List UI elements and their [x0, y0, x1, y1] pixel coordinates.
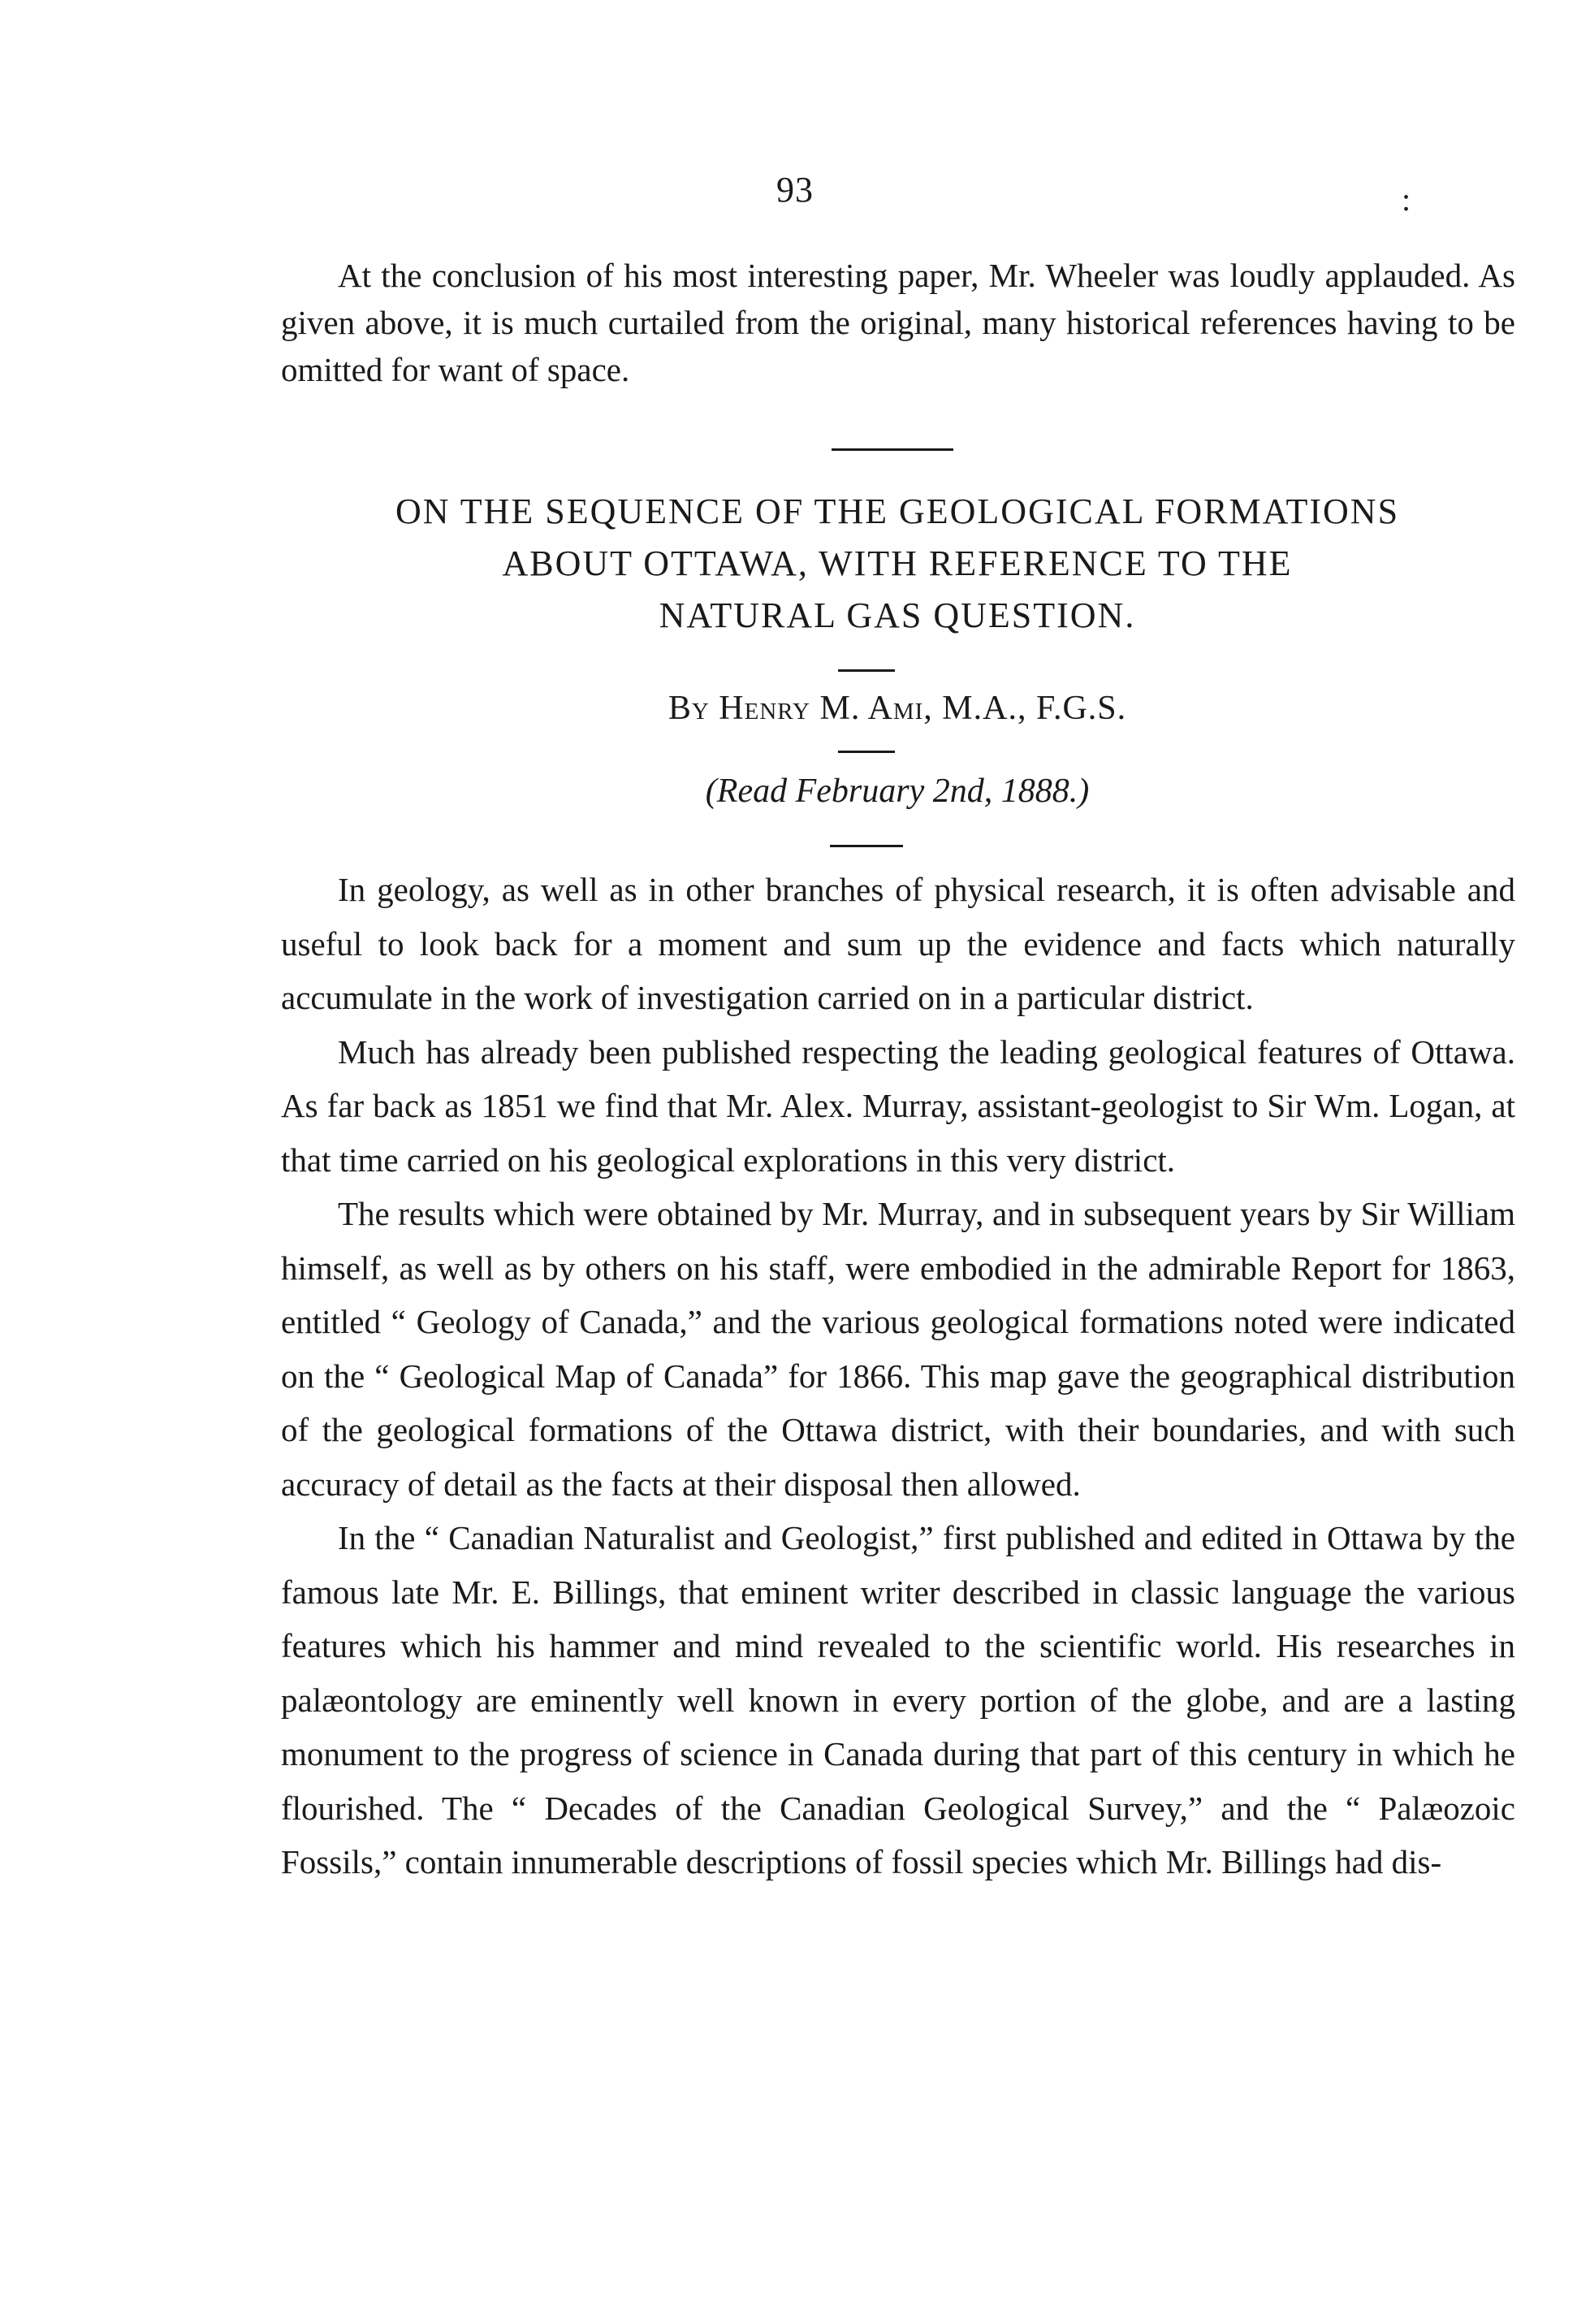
date-divider	[830, 845, 903, 847]
article-title-line-1: ON THE SEQUENCE OF THE GEOLOGICAL FORMATIONS	[395, 491, 1400, 531]
title-divider	[838, 669, 895, 672]
page-mark: :	[1402, 181, 1411, 218]
article-title-line-2: ABOUT OTTAWA, WITH REFERENCE TO THE	[502, 543, 1293, 583]
body-paragraph: In the “ Canadian Naturalist and Geologist,” first published and edited in Ottawa by the famous late Mr. E. Billings, that eminent writer described in classic language the various features which his hammer and mind revealed to the scientific world. His researches in palæontology are eminently well known in every portion of the globe, and are a lasting monument to the progress of science in Canada during that part of this century in which he flourished. The “ Decades of the Canadian Geological Survey,” and the “ Palæozoic Fossils,” contain innumerable descriptions of fossil species which Mr. Billings had dis-	[281, 1519, 1515, 1880]
body-paragraph: In geology, as well as in other branches of physical research, it is often advisable and useful to look back for a moment and sum up the evidence and facts which naturally accumulate in the work of investigation carried on in a particular district.	[281, 871, 1515, 1016]
intro-paragraph: At the conclusion of his most interesting paper, Mr. Wheeler was loudly applauded. As given above, it is much curtailed from the original, many historical references having to be omitted for want of space.	[281, 257, 1515, 388]
section-divider	[832, 448, 953, 451]
article-body	[281, 863, 1515, 1889]
author-byline: By Henry M. Ami, M.A., F.G.S.	[668, 690, 1127, 727]
body-paragraph: The results which were obtained by Mr. Murray, and in subsequent years by Sir William himself, as well as by others on his staff, were embodied in the admirable Report for 1863, entitled “ Geology of Canada,” and the various geological formations noted were indicated on the “ Geological Map of Canada” for 1866. This map gave the geographical distribution of the geological formations of the Ottawa district, with their boundaries, and with such accuracy of detail as the facts at their disposal then allowed.	[281, 1195, 1515, 1503]
byline-divider	[838, 751, 895, 753]
article-title-line-3: NATURAL GAS QUESTION.	[659, 595, 1136, 635]
read-date: (Read February 2nd, 1888.)	[705, 773, 1090, 810]
page-number: 93	[776, 170, 814, 210]
article-title	[276, 486, 1519, 642]
body-paragraph: Much has already been published respecting the leading geological features of Ottawa. As far back as 1851 we find that Mr. Alex. Murray, assistant-geologist to Sir Wm. Logan, at that time carried on his geological explorations in this very district.	[281, 1032, 1515, 1179]
